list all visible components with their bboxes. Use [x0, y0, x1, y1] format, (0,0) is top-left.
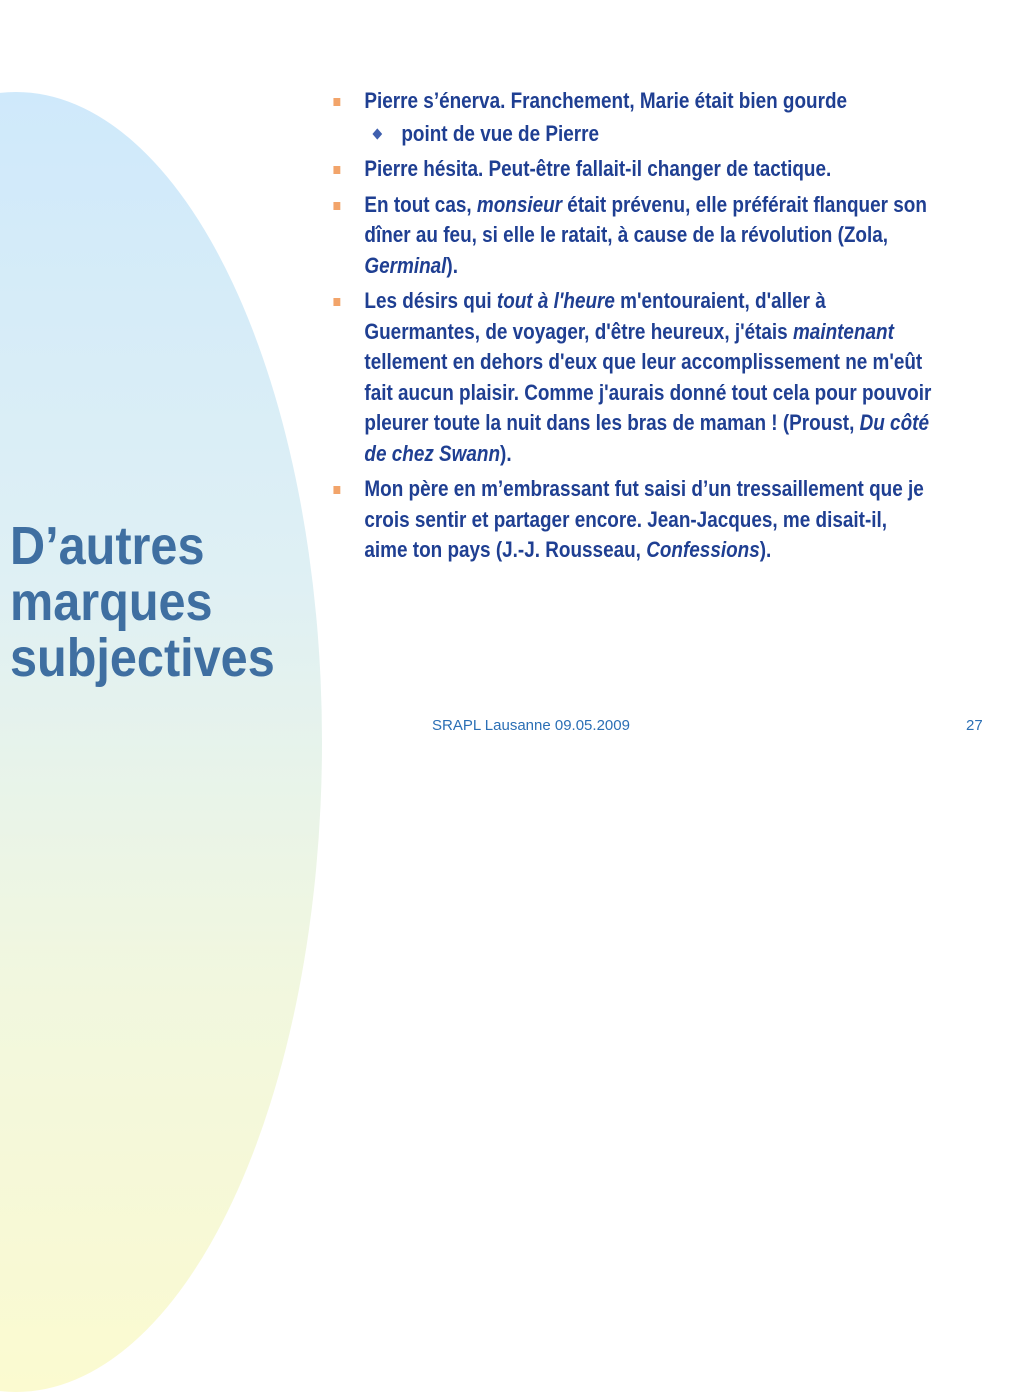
- background-gradient-shape: [0, 92, 322, 1392]
- diamond-bullet-icon: [372, 128, 382, 139]
- text-segment: Les désirs qui: [364, 288, 497, 313]
- text-segment: En tout cas,: [364, 191, 477, 217]
- footer-text: SRAPL Lausanne 09.05.2009: [432, 717, 630, 734]
- sub-bullet-item: [330, 119, 932, 150]
- bullet-item: [330, 474, 932, 566]
- text-segment: m'entouraient, d'aller à Guermantes, de voyager, d'être heureux, j'étais: [364, 288, 826, 344]
- text-segment: Pierre hésita. Peut-être fallait-il changer de tactique.: [364, 156, 832, 181]
- slide-content: [330, 86, 932, 571]
- bullet-item: [330, 190, 932, 282]
- bullet-list: [330, 86, 932, 566]
- square-bullet-icon: [333, 166, 340, 174]
- italic-text: maintenant: [792, 318, 894, 344]
- square-bullet-icon: [333, 486, 340, 494]
- square-bullet-icon: [333, 298, 340, 306]
- square-bullet-icon: [333, 202, 340, 210]
- bullet-item: [330, 286, 932, 469]
- slide-title: D’autres marques subjectives: [10, 516, 275, 688]
- text-segment: ).: [500, 440, 512, 466]
- text-segment: Mon père en m’embrassant fut saisi d’un tressaillement que je crois sentir et partager encore. Jean-Jacques, me disait-il, aime ton pays (J.-J. Rousseau,: [364, 476, 924, 562]
- bullet-item: [330, 86, 932, 117]
- text-segment: ).: [446, 252, 458, 278]
- text-segment: tellement en dehors d'eux que leur accomplissement ne m'eût fait aucun plaisir. Comme j'aurais donné tout cela pour pouvoir pleurer toute la nuit dans les bras de maman ! (Proust,: [364, 349, 932, 435]
- italic-text: Du côté de chez Swann: [364, 410, 929, 466]
- bullet-item: [330, 154, 932, 185]
- text-segment: point de vue de Pierre: [401, 120, 600, 146]
- italic-text: Confessions: [646, 537, 760, 562]
- text-segment: était prévenu, elle préférait flanquer son dîner au feu, si elle le ratait, à cause de la révolution (Zola,: [364, 191, 927, 247]
- square-bullet-icon: [333, 98, 340, 106]
- italic-text: Germinal: [364, 252, 447, 278]
- page-number: 27: [966, 717, 983, 734]
- text-segment: Pierre s’énerva. Franchement, Marie était bien gourde: [364, 88, 848, 113]
- italic-text: tout à l'heure: [496, 288, 615, 313]
- italic-text: monsieur: [476, 191, 563, 217]
- text-segment: ).: [759, 537, 772, 562]
